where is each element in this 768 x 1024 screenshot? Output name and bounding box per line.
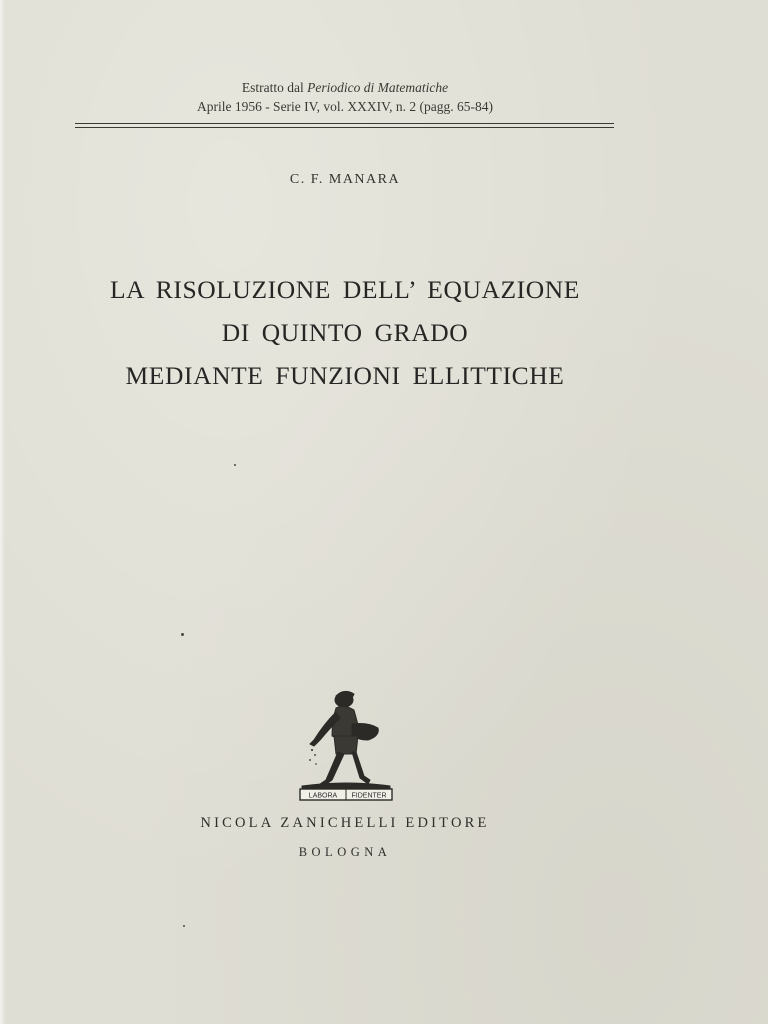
page-edge xyxy=(0,0,6,1024)
title-line-3: MEDIANTE FUNZIONI ELLITTICHE xyxy=(125,361,565,390)
paper-speck xyxy=(183,925,185,927)
offprint-line xyxy=(75,78,615,97)
sower-emblem-icon xyxy=(296,688,396,802)
paper-speck xyxy=(181,633,184,636)
issue-line: Aprile 1956 - Serie IV, vol. XXXIV, n. 2 (pagg. 65-84) xyxy=(196,99,494,114)
publisher-city: BOLOGNA xyxy=(298,845,392,859)
offprint-header xyxy=(75,78,615,116)
offprint-prefix: Estratto dal xyxy=(241,80,304,95)
journal-name: Periodico di Matematiche xyxy=(307,80,449,95)
publisher-name: NICOLA ZANICHELLI EDITORE xyxy=(200,815,490,831)
title-line-2: DI QUINTO GRADO xyxy=(221,318,469,347)
author-name: C. F. MANARA xyxy=(289,172,401,187)
motto-right: FIDENTER xyxy=(351,792,387,800)
paper-speck xyxy=(234,464,236,466)
motto-left: LABORA xyxy=(308,792,338,800)
paper-title xyxy=(60,268,630,397)
title-line-1: LA RISOLUZIONE DELL’ EQUAZIONE xyxy=(110,275,580,304)
header-double-rule xyxy=(75,123,614,128)
